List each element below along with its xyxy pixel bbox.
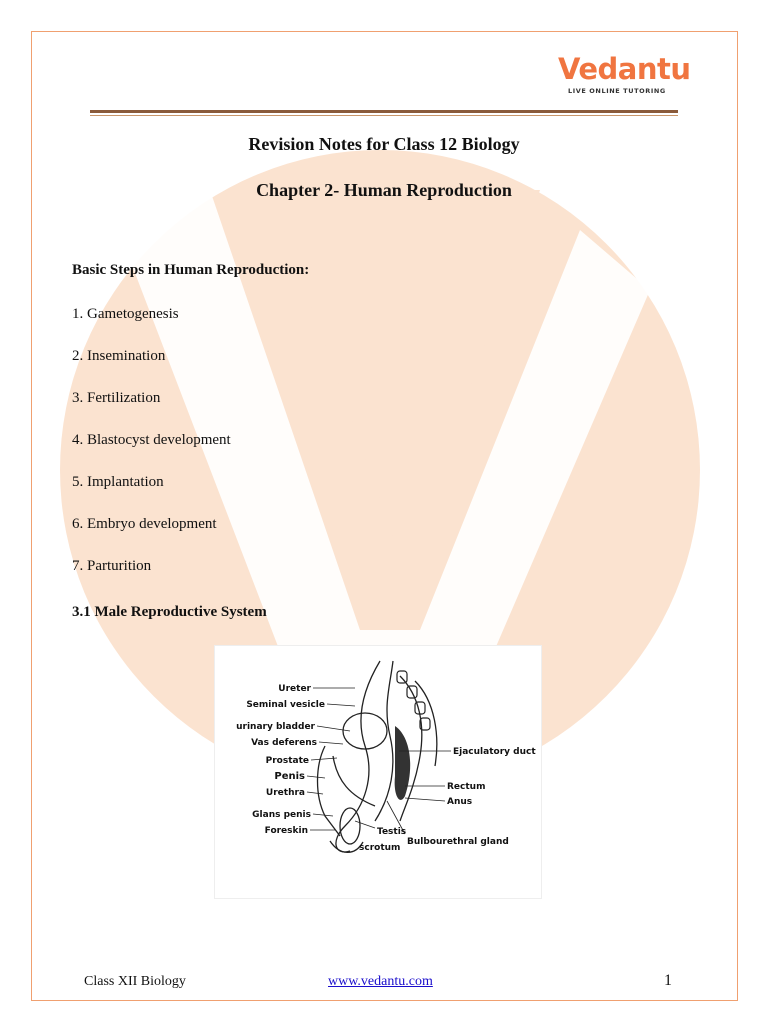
- label-bulbourethral-gland: Bulbourethral gland: [407, 837, 509, 847]
- label-urinary-bladder: urinary bladder: [236, 722, 315, 732]
- label-penis: Penis: [274, 771, 305, 782]
- header-rule: [90, 110, 678, 116]
- label-scrotum: scrotum: [359, 843, 401, 853]
- list-item: 6. Embryo development: [72, 516, 217, 532]
- chapter-title: Chapter 2- Human Reproduction: [256, 180, 512, 200]
- male-reproductive-system-diagram: [214, 645, 542, 899]
- list-item: 2. Insemination: [72, 348, 166, 364]
- steps-list: [72, 304, 231, 598]
- label-ureter: Ureter: [278, 684, 311, 694]
- list-item: 4. Blastocyst development: [72, 432, 231, 448]
- label-testis: Testis: [377, 827, 407, 837]
- vedantu-logo[interactable]: [558, 52, 691, 100]
- section-heading: 3.1 Male Reproductive System: [72, 604, 267, 620]
- label-anus: Anus: [447, 797, 473, 807]
- label-ejaculatory-duct: Ejaculatory duct: [453, 747, 536, 757]
- list-item: 7. Parturition: [72, 558, 152, 574]
- list-item: 5. Implantation: [72, 474, 164, 490]
- label-glans-penis: Glans penis: [252, 810, 311, 820]
- steps-heading: Basic Steps in Human Reproduction:: [72, 262, 310, 278]
- label-rectum: Rectum: [447, 782, 486, 792]
- label-foreskin: Foreskin: [264, 826, 308, 836]
- label-urethra: Urethra: [265, 788, 305, 798]
- list-item: 1. Gametogenesis: [72, 306, 179, 322]
- list-item: 3. Fertilization: [72, 390, 161, 406]
- footer-website-link[interactable]: www.vedantu.com: [328, 974, 433, 989]
- page-title: Revision Notes for Class 12 Biology: [248, 134, 520, 154]
- page-number: 1: [664, 972, 672, 989]
- label-vas-deferens: Vas deferens: [251, 738, 317, 748]
- footer-subject: Class XII Biology: [84, 974, 186, 989]
- label-prostate: Prostate: [265, 756, 309, 766]
- logo-tagline: LIVE ONLINE TUTORING: [568, 87, 666, 95]
- logo-wordmark: Vedantu: [558, 52, 691, 86]
- label-seminal-vesicle: Seminal vesicle: [246, 700, 325, 710]
